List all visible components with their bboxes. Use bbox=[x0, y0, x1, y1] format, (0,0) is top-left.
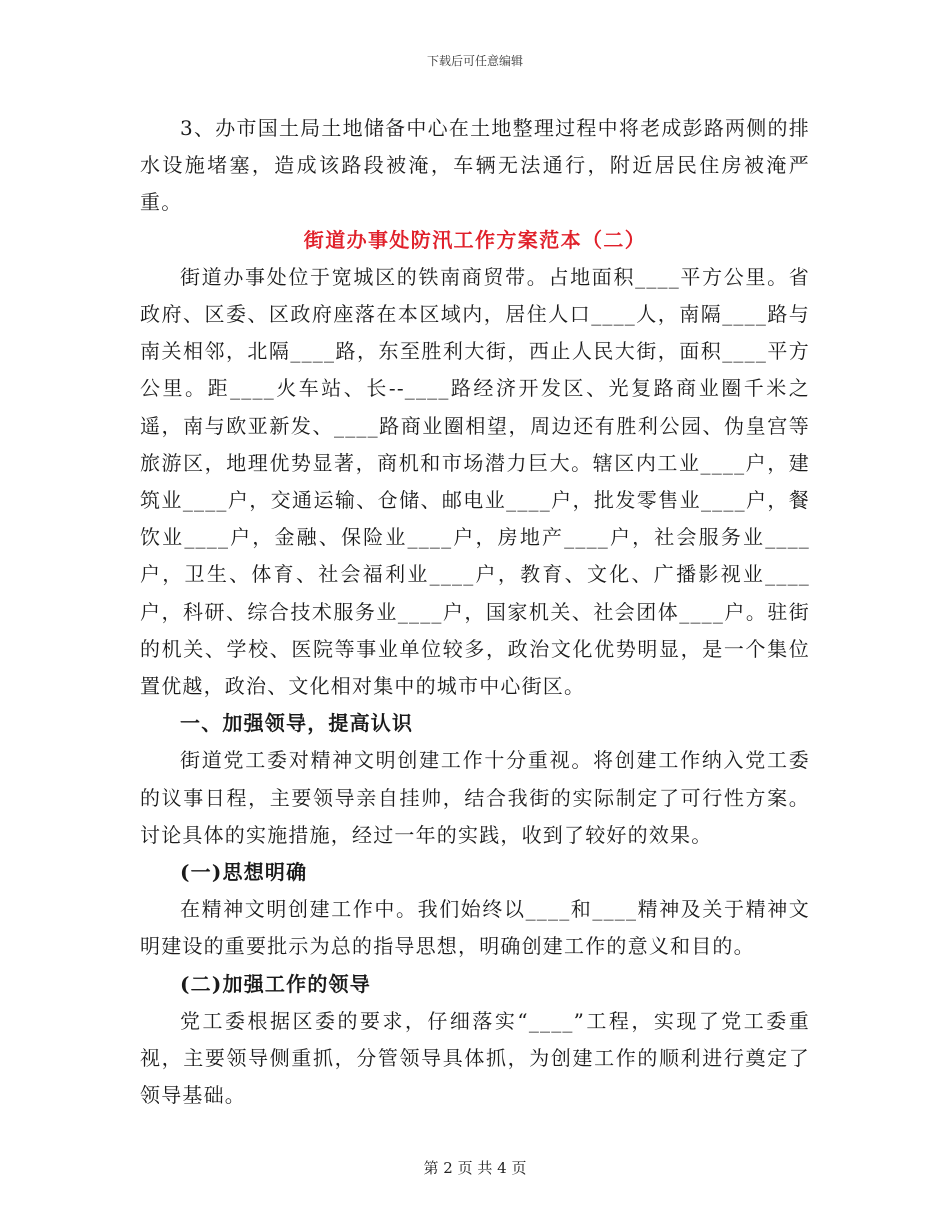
paragraph-overview: 街道办事处位于宽城区的铁南商贸带。占地面积____平方公里。省政府、区委、区政府座落在本区域内，居住人口____人，南隔____路与南关相邻，北隔____路，东至胜利大街，西止人民大街，面积____平方公里。距____火车站、长--____路经济开发区、光复路商业圈千米之遥，南与欧亚新发、____路商业圈相望，周边还有胜利公园、伪皇宫等旅游区，地理优势显著，商机和市场潜力巨大。辖区内工业____户，建筑业____户，交通运输、仓储、邮电业____户，批发零售业____户，餐饮业____户，金融、保险业____户，房地产____户，社会服务业____户，卫生、体育、社会福利业____户，教育、文化、广播影视业____户，科研、综合技术服务业____户，国家机关、社会团体____户。驻街的机关、学校、医院等事业单位较多，政治文化优势明显，是一个集位置优越，政治、文化相对集中的城市中心街区。 bbox=[140, 264, 810, 699]
paragraph-thought: 在精神文明创建工作中。我们始终以____和____精神及关于精神文明建设的重要批示为总的指导思想，明确创建工作的意义和目的。 bbox=[140, 897, 810, 959]
heading-strengthen: (二)加强工作的领导 bbox=[180, 971, 371, 996]
page-header: 下载后可任意编辑 bbox=[426, 54, 523, 68]
heading-thought: (一)思想明确 bbox=[180, 860, 308, 885]
heading-level1: 一、加强领导，提高认识 bbox=[180, 711, 414, 736]
document-body bbox=[140, 110, 810, 1114]
page-number: 第 2 页 共 4 页 bbox=[423, 1159, 527, 1177]
paragraph-strengthen: 党工委根据区委的要求，仔细落实“____”工程，实现了党工委重视，主要领导侧重抓，分管领导具体抓，为创建工作的顺利进行奠定了领导基础。 bbox=[140, 1008, 810, 1108]
section-title: 街道办事处防汛工作方案范本（二） bbox=[303, 227, 647, 252]
paragraph-leadership: 街道党工委对精神文明创建工作十分重视。将创建工作纳入党工委的议事日程，主要领导亲自挂帅，结合我街的实际制定了可行性方案。讨论具体的实施措施，经过一年的实践，收到了较好的效果。 bbox=[140, 748, 810, 847]
paragraph-intro: 3、办市国土局土地储备中心在土地整理过程中将老成彭路两侧的排水设施堵塞，造成该路段被淹，车辆无法通行，附近居民住房被淹严重。 bbox=[140, 116, 810, 215]
